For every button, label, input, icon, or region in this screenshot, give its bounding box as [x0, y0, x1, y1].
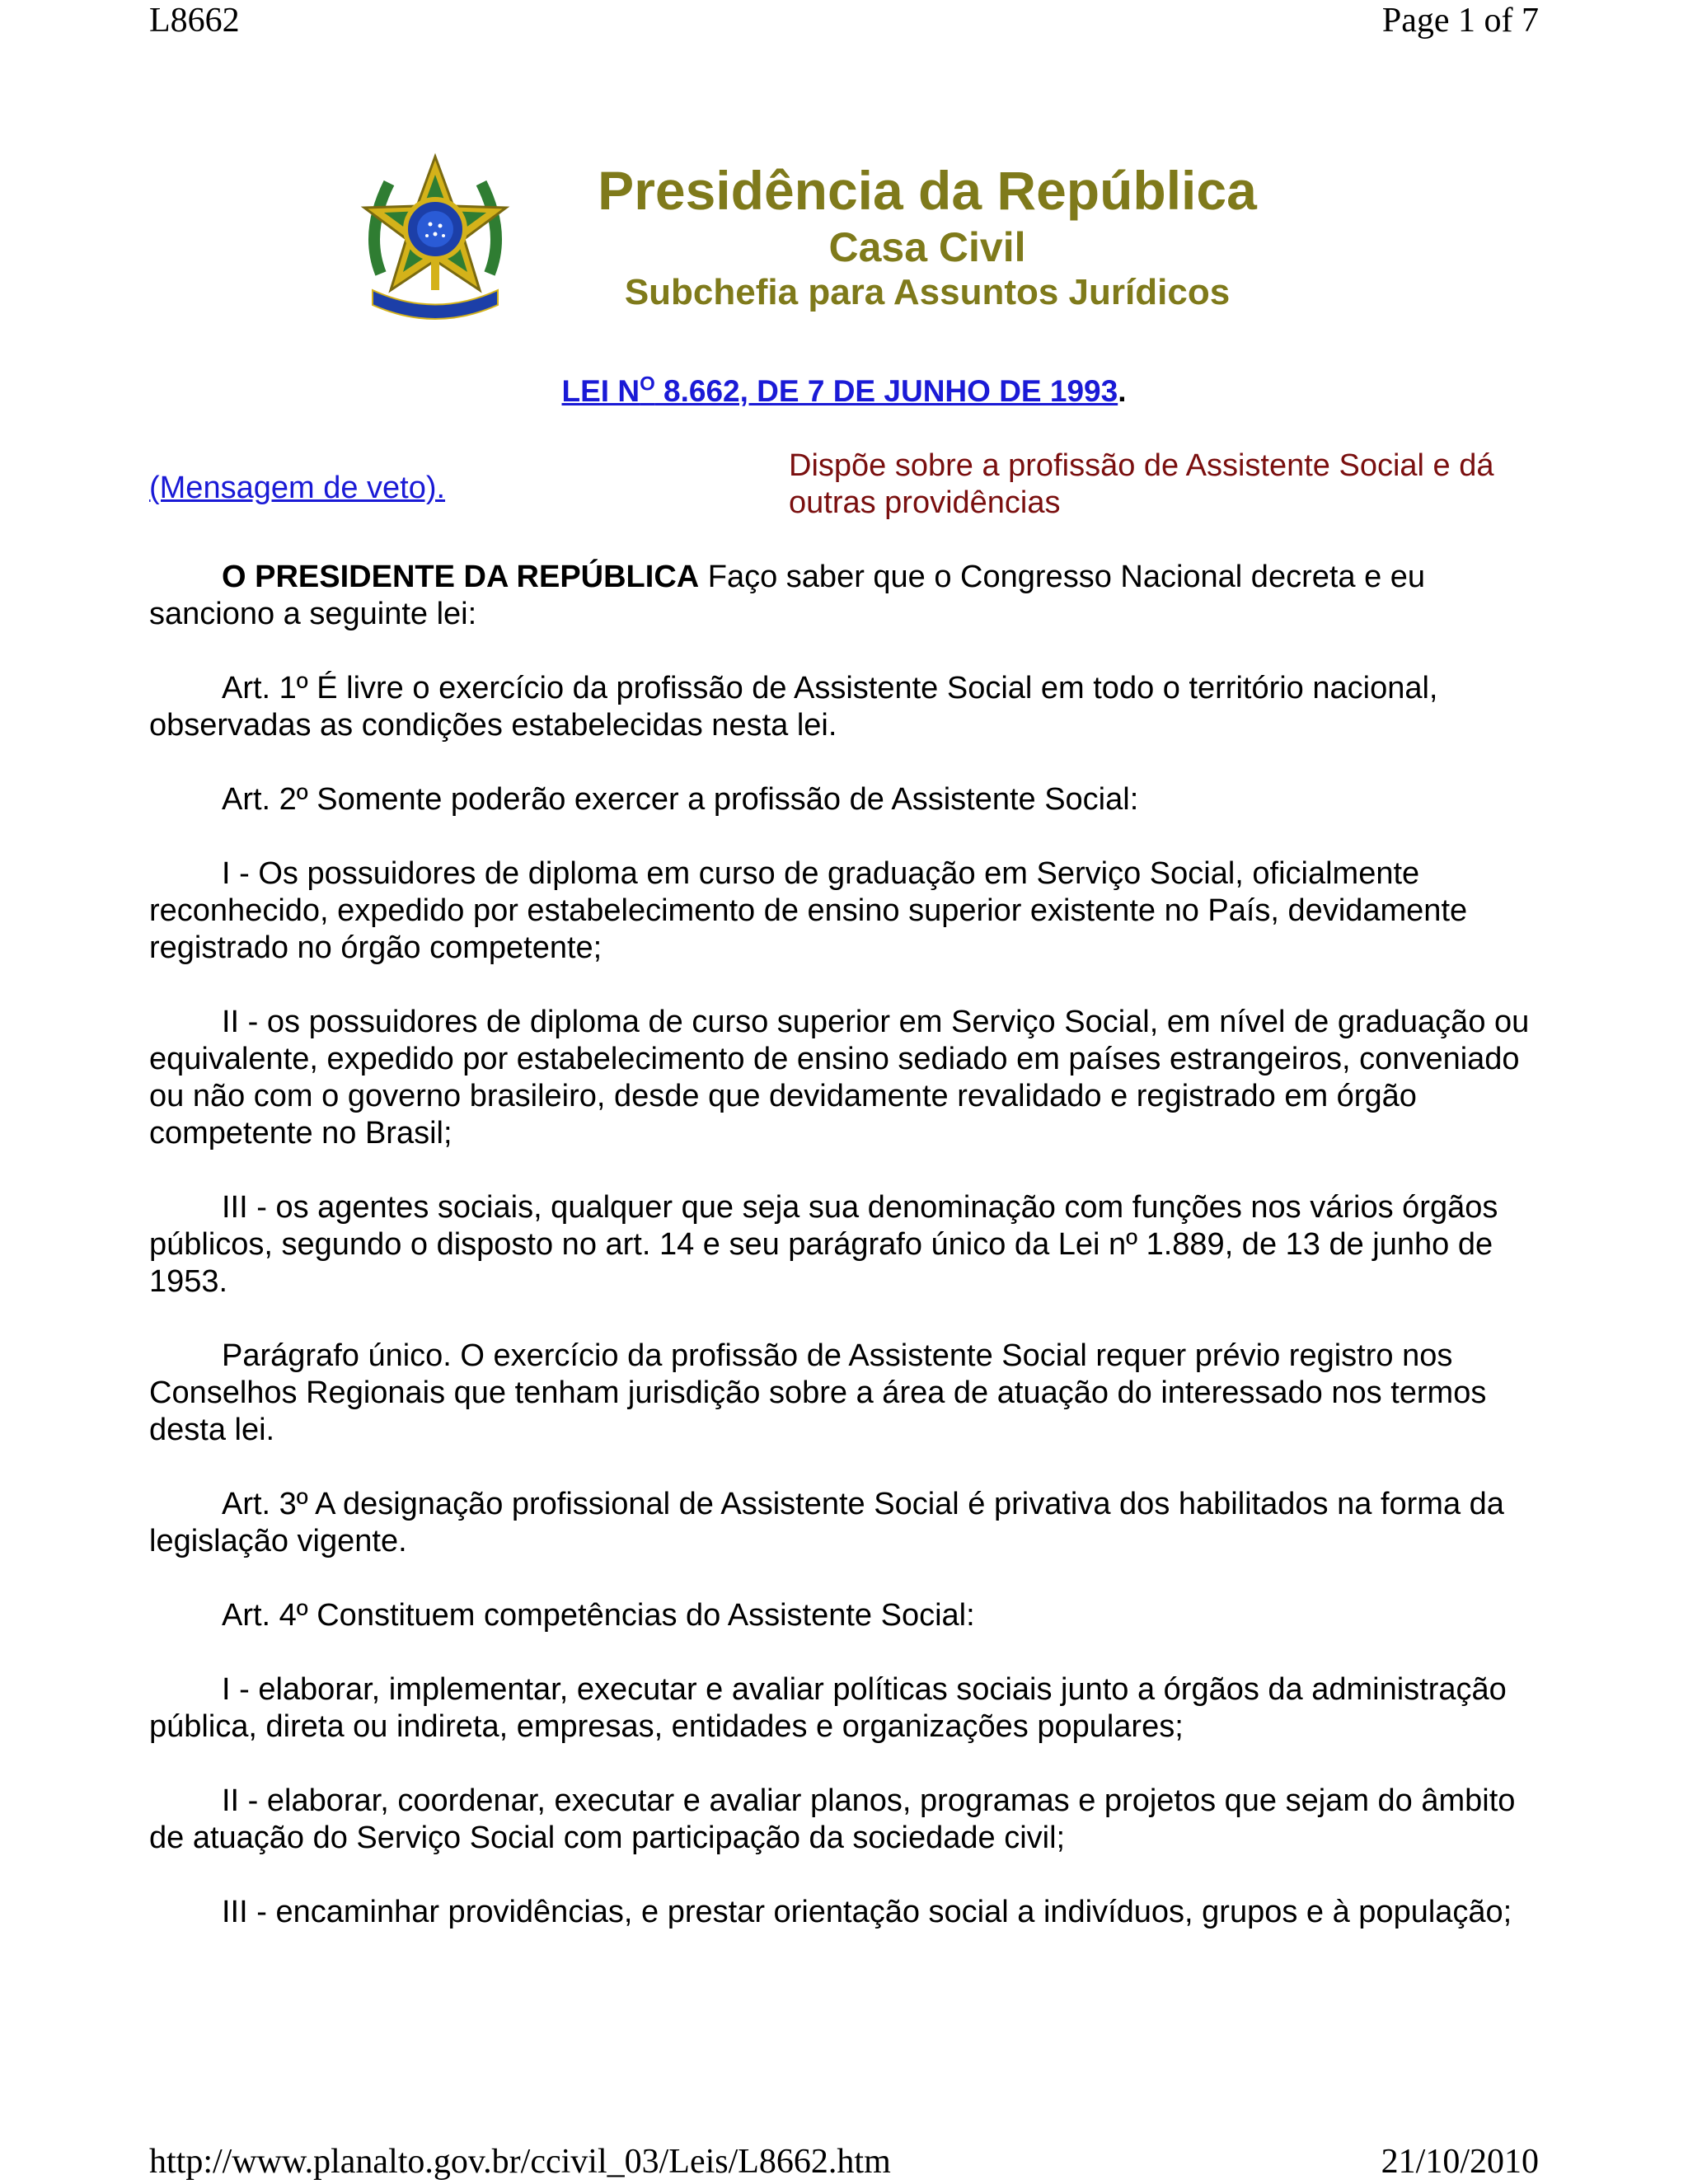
law-title-link[interactable] — [562, 374, 1118, 408]
paragraph-art-4-item-ii: II - elaborar, coordenar, executar e avaliar planos, programas e projetos que sejam do âmbito de atuação do Serviço Social com participação da sociedade civil; — [149, 1783, 1516, 1855]
print-footer-url: http://www.planalto.gov.br/ccivil_03/Leis/L8662.htm — [149, 2143, 891, 2181]
law-title-prefix: LEI N — [561, 374, 640, 408]
law-summary: Dispõe sobre a profissão de Assistente Social e dá outras providências — [789, 448, 1494, 520]
paragraph-art-2-sole: Parágrafo único. O exercício da profissão de Assistente Social requer prévio registro nos Conselhos Regionais que tenham jurisdição sobre a área de atuação do interessado nos termos desta lei. — [149, 1338, 1487, 1447]
paragraph-art-1: Art. 1º É livre o exercício da profissão de Assistente Social em todo o território nacional, observadas as condições estabelecidas nesta lei. — [149, 671, 1438, 743]
paragraph-art-2-item-iii: III - os agentes sociais, qualquer que seja sua denominação com funções nos vários órgãos públicos, segundo o disposto no art. 14 e seu parágrafo único da Lei nº 1.889, de 13 de junho de 1953. — [149, 1190, 1498, 1299]
law-body — [149, 559, 1542, 1968]
preamble-bold: O PRESIDENTE DA REPÚBLICA — [222, 560, 700, 594]
institution-name: Presidência da República — [598, 160, 1257, 221]
paragraph-art-4: Art. 4º Constituem competências do Assistente Social: — [222, 1598, 975, 1633]
law-title-superscript: O — [640, 373, 655, 396]
print-header-title: L8662 — [149, 2, 240, 40]
paragraph-art-4-item-iii: III - encaminhar providências, e prestar orientação social a indivíduos, grupos e à população; — [222, 1895, 1512, 1929]
preamble-text: Faço saber que o Congresso Nacional decreta e eu sanciono a seguinte lei: — [149, 560, 1426, 631]
print-header-page-number: Page 1 of 7 — [1381, 2, 1539, 40]
paragraph-art-3: Art. 3º A designação profissional de Assistente Social é privativa dos habilitados na forma da legislação vigente. — [149, 1487, 1504, 1558]
preamble — [149, 559, 1542, 633]
paragraph-art-2-item-i: I - Os possuidores de diploma em curso de graduação em Serviço Social, oficialmente reconhecido, expedido por estabelecimento de ensino superior existente no País, devidamente registrado no órgão competente; — [149, 856, 1468, 965]
paragraph-art-2: Art. 2º Somente poderão exercer a profissão de Assistente Social: — [222, 782, 1139, 817]
paragraph-art-4-item-i: I - elaborar, implementar, executar e avaliar políticas sociais junto a órgãos da administração pública, direta ou indireta, empresas, entidades e organizações populares; — [149, 1672, 1507, 1744]
print-footer-date: 21/10/2010 — [1381, 2143, 1539, 2181]
law-title-period: . — [1118, 374, 1127, 408]
brazil-coat-of-arms-icon — [356, 150, 514, 325]
institution-subdivision: Subchefia para Assuntos Jurídicos — [624, 272, 1231, 312]
institution-department: Casa Civil — [828, 224, 1026, 270]
veto-message-link[interactable]: (Mensagem de veto). — [149, 471, 446, 505]
law-title — [149, 371, 1539, 412]
paragraph-art-2-item-ii: II - os possuidores de diploma de curso superior em Serviço Social, em nível de graduação ou equivalente, expedido por estabelecimento de ensino sediado em países estrangeiros, conveniado ou não com o governo brasileiro, desde que devidamente revalidado e registrado em órgão competente no Brasil; — [149, 1005, 1530, 1151]
law-title-number-date: 8.662, DE 7 DE JUNHO DE 1993 — [654, 374, 1118, 408]
